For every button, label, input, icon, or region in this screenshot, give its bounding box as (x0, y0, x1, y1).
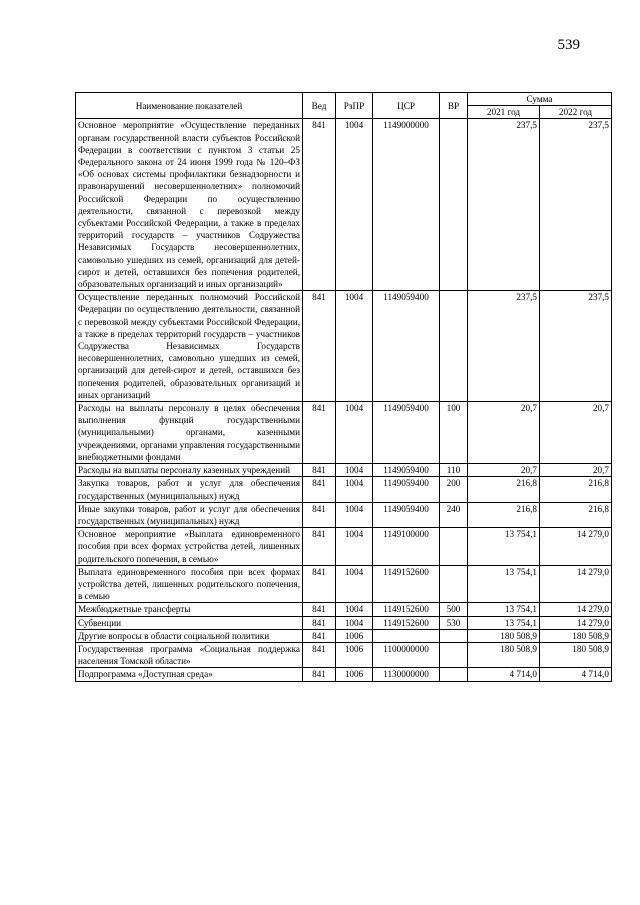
row-csr (373, 629, 440, 642)
header-sum: Сумма (468, 93, 612, 106)
row-vr: 110 (440, 464, 468, 477)
row-name: Расходы на выплаты персоналу казенных учреждений (76, 464, 303, 477)
row-ved: 841 (303, 629, 336, 642)
row-rzpr: 1004 (336, 565, 373, 603)
row-2022: 14 279,0 (540, 528, 612, 566)
row-2021: 180 508,9 (468, 642, 540, 667)
row-rzpr: 1004 (336, 402, 373, 464)
row-2021: 237,5 (468, 291, 540, 402)
row-ved: 841 (303, 668, 336, 681)
row-csr: 1100000000 (373, 642, 440, 667)
row-name: Выплата единовременного пособия при всех формах устройства детей, лишенных родительского попечения, в семью (76, 565, 303, 603)
row-rzpr: 1004 (336, 502, 373, 527)
row-name: Основное мероприятие «Выплата единовременного пособия при всех формах устройства детей, лишенных родительского попечения, в семью» (76, 528, 303, 566)
row-name: Иные закупки товаров, работ и услуг для обеспечения государственных (муниципальных) нужд (76, 502, 303, 527)
row-csr: 1149152600 (373, 565, 440, 603)
row-csr: 1149000000 (373, 119, 440, 291)
table-row (76, 668, 612, 681)
row-vr: 240 (440, 502, 468, 527)
row-vr: 500 (440, 603, 468, 616)
row-2022: 4 714,0 (540, 668, 612, 681)
row-2022: 20,7 (540, 464, 612, 477)
row-rzpr: 1004 (336, 528, 373, 566)
row-2021: 20,7 (468, 402, 540, 464)
row-2022: 180 508,9 (540, 642, 612, 667)
row-2021: 216,8 (468, 502, 540, 527)
budget-table (75, 92, 612, 682)
table-row (76, 642, 612, 667)
row-ved: 841 (303, 464, 336, 477)
row-rzpr: 1004 (336, 464, 373, 477)
table-row (76, 565, 612, 603)
row-csr: 1149152600 (373, 603, 440, 616)
row-2022: 237,5 (540, 291, 612, 402)
row-2021: 180 508,9 (468, 629, 540, 642)
row-vr: 100 (440, 402, 468, 464)
header-year-2021: 2021 год (468, 106, 540, 119)
row-2021: 13 754,1 (468, 616, 540, 629)
row-name: Другие вопросы в области социальной политики (76, 629, 303, 642)
row-rzpr: 1004 (336, 603, 373, 616)
row-2021: 13 754,1 (468, 528, 540, 566)
row-name: Субвенции (76, 616, 303, 629)
header-year-2022: 2022 год (540, 106, 612, 119)
row-csr: 1149059400 (373, 477, 440, 502)
table-row (76, 603, 612, 616)
row-ved: 841 (303, 616, 336, 629)
row-ved: 841 (303, 642, 336, 667)
row-2021: 4 714,0 (468, 668, 540, 681)
table-row (76, 291, 612, 402)
table-row (76, 528, 612, 566)
row-csr: 1149100000 (373, 528, 440, 566)
row-vr: 530 (440, 616, 468, 629)
table-row (76, 616, 612, 629)
row-2021: 216,8 (468, 477, 540, 502)
row-2022: 237,5 (540, 119, 612, 291)
row-2022: 14 279,0 (540, 603, 612, 616)
row-rzpr: 1004 (336, 477, 373, 502)
table-row (76, 629, 612, 642)
row-vr (440, 642, 468, 667)
row-ved: 841 (303, 565, 336, 603)
table-row (76, 477, 612, 502)
row-csr: 1149152600 (373, 616, 440, 629)
row-vr: 200 (440, 477, 468, 502)
table-body (76, 119, 612, 681)
row-vr (440, 119, 468, 291)
row-name: Осуществление переданных полномочий Российской Федерации по осуществлению деятельности, связанной с перевозкой между субъектами Российской Федерации, а также в пределах территорий государств – участников Содружества Независимых Государств несовершеннолетних, самовольно ушедших из семей, организаций для детей-сирот и детей, оставшихся без попечения родителей, образовательных организаций и иных организаций (76, 291, 303, 402)
header-vr: ВР (440, 93, 468, 119)
row-rzpr: 1006 (336, 642, 373, 667)
row-2021: 237,5 (468, 119, 540, 291)
row-2022: 180 508,9 (540, 629, 612, 642)
header-ved: Вед (303, 93, 336, 119)
row-rzpr: 1006 (336, 668, 373, 681)
row-ved: 841 (303, 119, 336, 291)
row-rzpr: 1004 (336, 291, 373, 402)
row-csr: 1149059400 (373, 402, 440, 464)
row-csr: 1130000000 (373, 668, 440, 681)
row-2021: 13 754,1 (468, 603, 540, 616)
row-2022: 14 279,0 (540, 616, 612, 629)
row-csr: 1149059400 (373, 502, 440, 527)
row-name: Государственная программа «Социальная поддержка населения Томской области» (76, 642, 303, 667)
row-2021: 20,7 (468, 464, 540, 477)
row-ved: 841 (303, 402, 336, 464)
row-2022: 216,8 (540, 477, 612, 502)
row-name: Расходы на выплаты персоналу в целях обеспечения выполнения функций государственными (муниципальными) органами, казенными учреждениями, органами управления государственными внебюджетными фондами (76, 402, 303, 464)
header-csr: ЦСР (373, 93, 440, 119)
row-vr (440, 668, 468, 681)
row-vr (440, 629, 468, 642)
row-ved: 841 (303, 502, 336, 527)
row-vr (440, 565, 468, 603)
row-rzpr: 1004 (336, 616, 373, 629)
row-name: Межбюджетные трансферты (76, 603, 303, 616)
row-2022: 14 279,0 (540, 565, 612, 603)
row-vr (440, 291, 468, 402)
row-rzpr: 1006 (336, 629, 373, 642)
header-rzpr: РзПР (336, 93, 373, 119)
row-csr: 1149059400 (373, 291, 440, 402)
row-name: Подпрограмма «Доступная среда» (76, 668, 303, 681)
table-row (76, 502, 612, 527)
row-name: Основное мероприятие «Осуществление переданных органам государственной власти субъектов Российской Федерации в соответствии с пунктом 3 статьи 25 Федерального закона от 24 июня 1999 года № 120–ФЗ «Об основах системы профилактики безнадзорности и правонарушений несовершеннолетних» полномочий Российской Федерации по осуществлению деятельности, связанной с перевозкой между субъектами Российской Федерации, а также в пределах территорий государств – участников Содружества Независимых Государств несовершеннолетних, самовольно ушедших из семей, организаций для детей-сирот и детей, оставшихся без попечения родителей, образовательных организаций и иных организаций» (76, 119, 303, 291)
table-row (76, 464, 612, 477)
row-ved: 841 (303, 477, 336, 502)
row-vr (440, 528, 468, 566)
row-2022: 20,7 (540, 402, 612, 464)
row-name: Закупка товаров, работ и услуг для обеспечения государственных (муниципальных) нужд (76, 477, 303, 502)
row-ved: 841 (303, 603, 336, 616)
header-name: Наименование показателей (76, 93, 303, 119)
row-csr: 1149059400 (373, 464, 440, 477)
row-2022: 216,8 (540, 502, 612, 527)
row-ved: 841 (303, 291, 336, 402)
table-row (76, 402, 612, 464)
row-rzpr: 1004 (336, 119, 373, 291)
row-ved: 841 (303, 528, 336, 566)
row-2021: 13 754,1 (468, 565, 540, 603)
page-number: 539 (557, 37, 580, 53)
table-row (76, 119, 612, 291)
